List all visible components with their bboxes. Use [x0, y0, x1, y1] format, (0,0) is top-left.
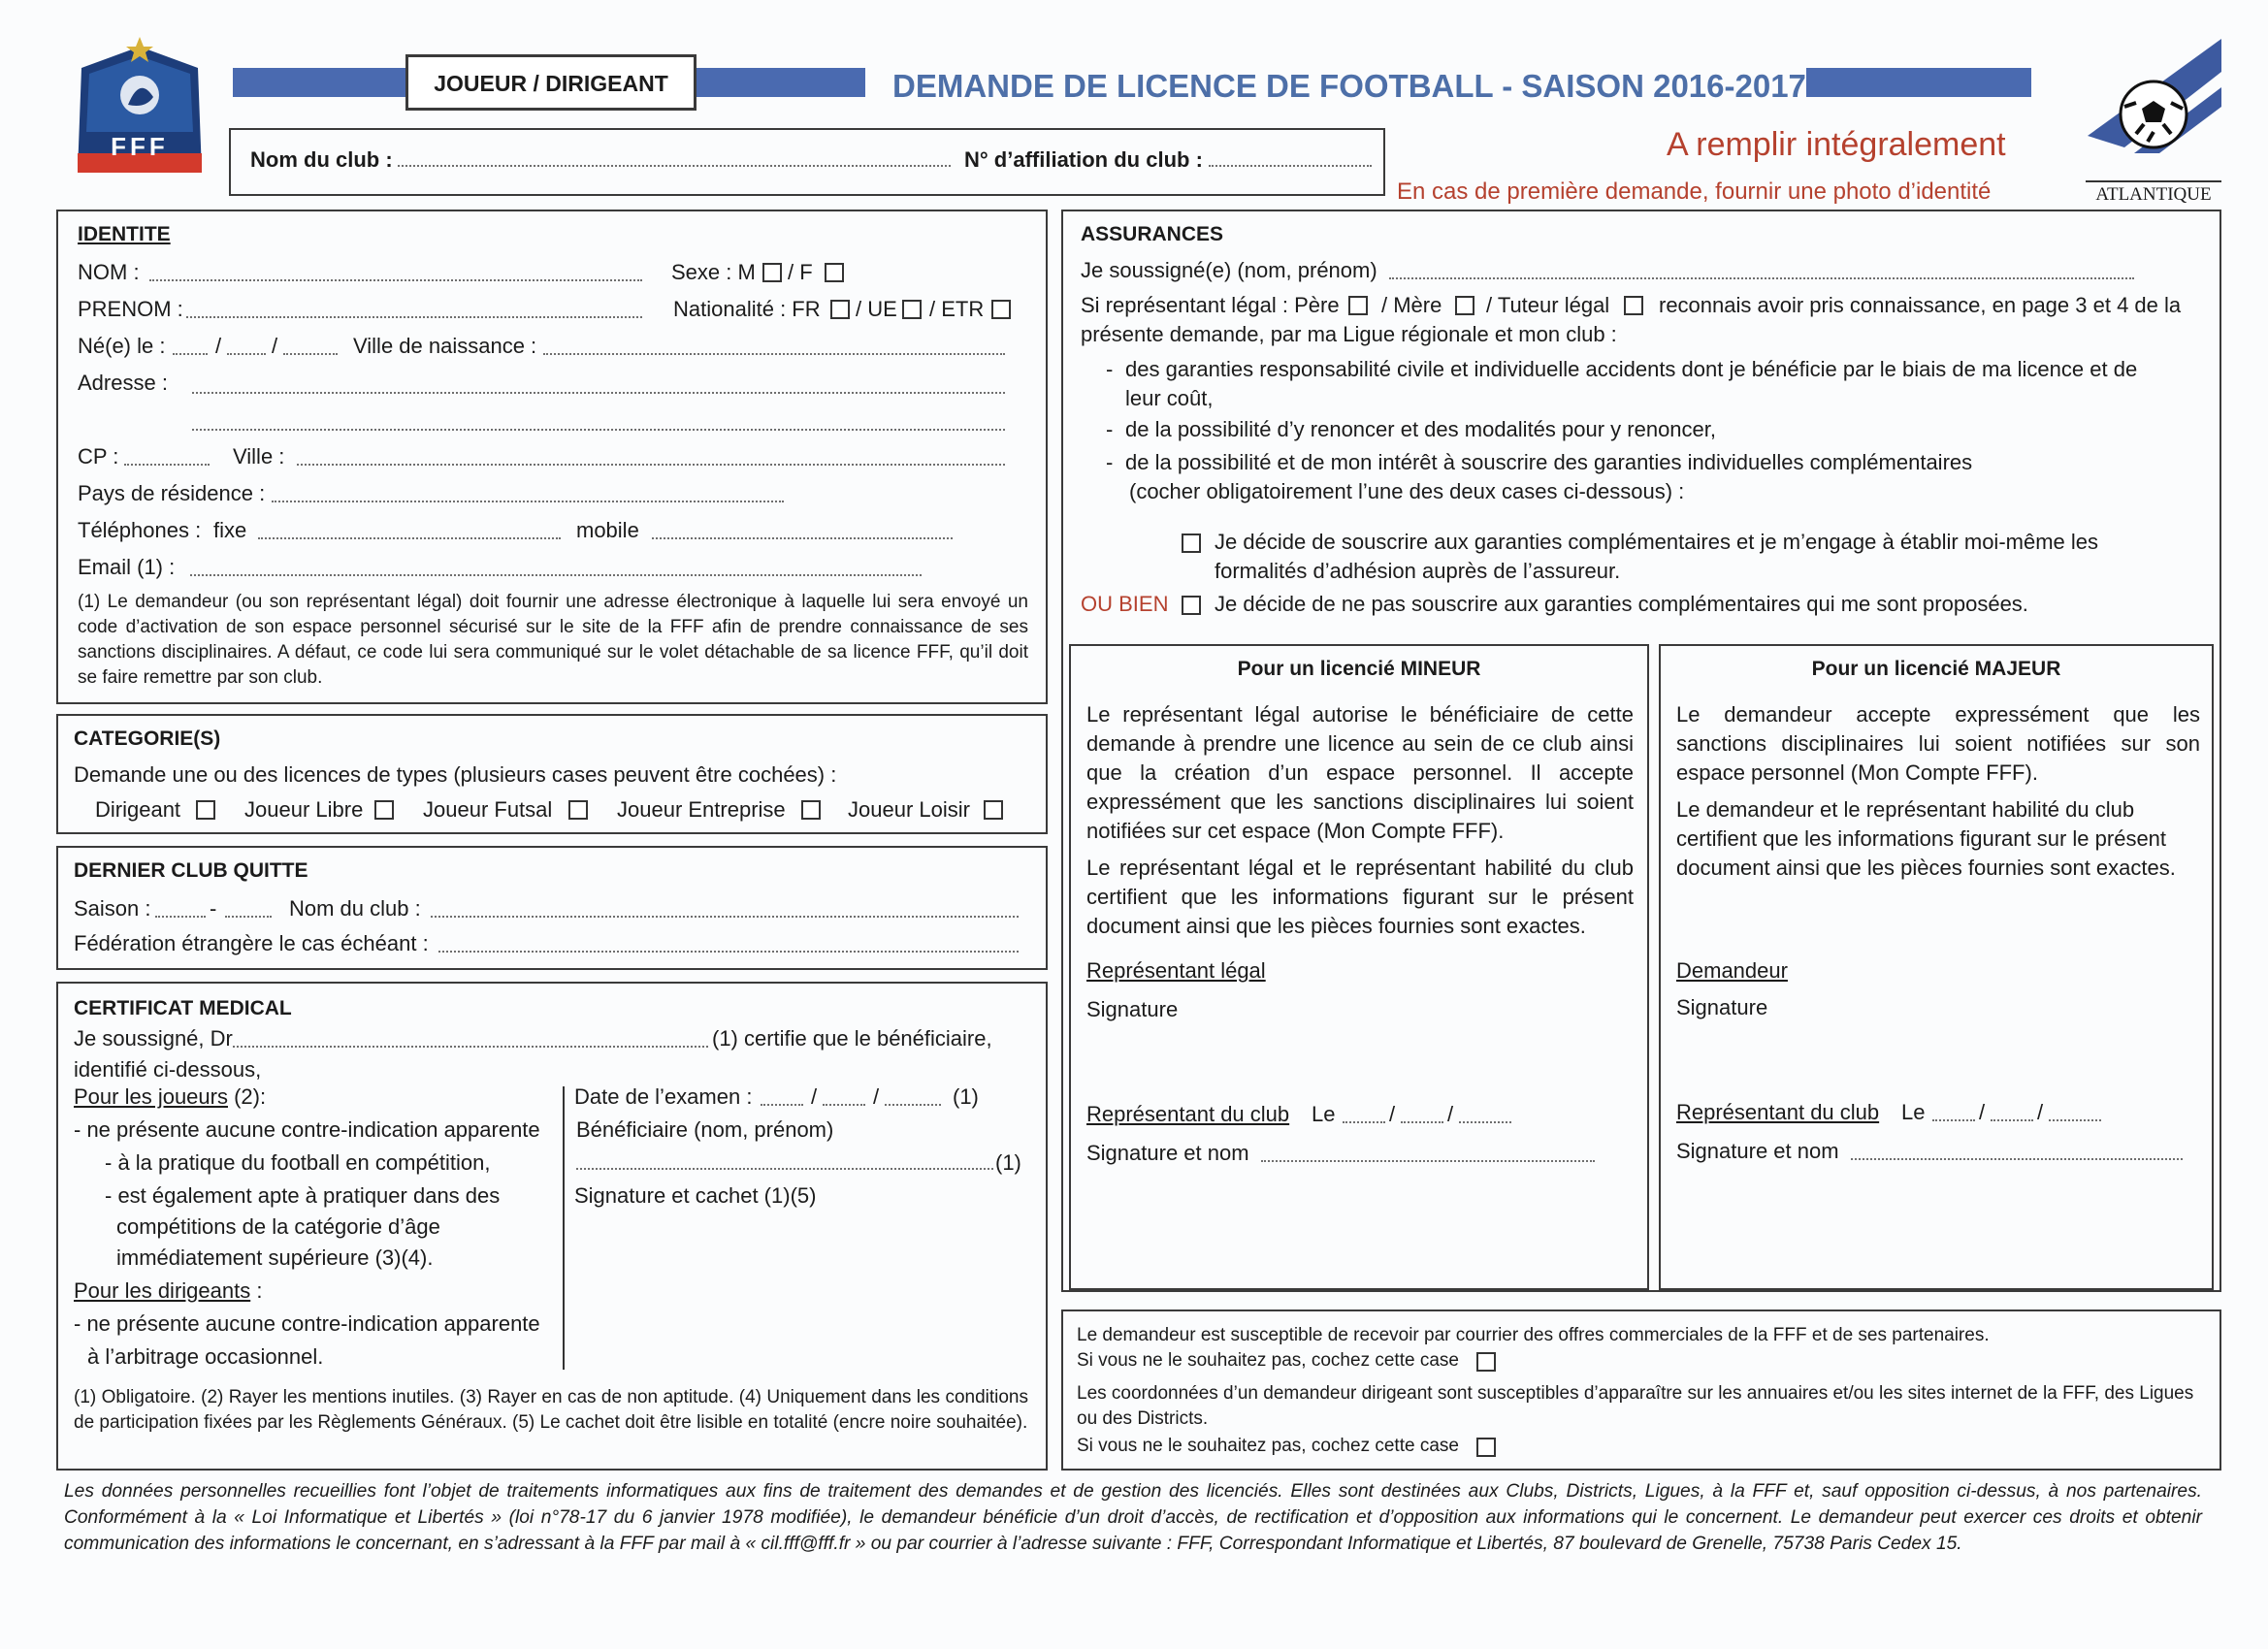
adresse-field-2[interactable]	[192, 415, 1005, 431]
majeur-p2: Le demandeur et le représentant habilité du club certifient que les informations figurant sur le présent document ainsi que les pièces fournies sont exactes.	[1676, 797, 2176, 880]
nat-fr-checkbox[interactable]	[830, 300, 850, 319]
page-title: DEMANDE DE LICENCE DE FOOTBALL - SAISON 2016-2017	[892, 68, 1806, 104]
majeur-panel: Pour un licencié MAJEUR Le demandeur accepte expressément que les sanctions disciplinaires lui soient notifiées sur son espace personnel (Mon Compte FFF). Le demandeur et le représentant habilité du club certifient que les informations figurant sur le présent document ainsi que les pièces fournies sont exactes. Demandeur Signature Représentant du club Le / / Signature et nom	[1659, 644, 2214, 1290]
adresse-label: Adresse :	[78, 371, 168, 395]
sexe-m-checkbox[interactable]	[762, 263, 782, 282]
club-info-box	[229, 128, 1385, 196]
sexe-label: Sexe : M	[671, 260, 756, 284]
nom-field[interactable]	[149, 266, 642, 281]
header-bar-right	[1806, 68, 2031, 97]
majeur-rep-club-label: Représentant du club	[1676, 1100, 1880, 1124]
nationalite-label: Nationalité : FR	[673, 297, 821, 321]
club-name-field[interactable]	[398, 151, 951, 167]
fixe-label: fixe	[213, 518, 247, 542]
footer-privacy-notice: Les données personnelles recueillies font l’objet de traitements informatiques aux fins de traitement des demandes et de gestion des licenciés. Elles sont destinées aux Clubs, Districts, Ligues, à la FFF et, sauf opposition ci-dessus, à nos partenaires. Conformément à la « Loi Informatique et Libertés » (loi n°78-17 du 6 janvier 1978 modifiée), le demandeur bénéficie d’un droit d’accès, de rectification et d’opposition aux informations qui le concernent. Le demandeur peut exercer ces droits et obtenir communication des informations le concernant, en s’adressant à la FFF par mail à « cil.fff@fff.fr » ou par courrier à l’adresse suivante : FFF, Correspondant Informatique et Libertés, 87 boulevard de Grenelle, 75738 Paris Cedex 15.	[64, 1481, 2202, 1554]
ville-label: Ville :	[233, 444, 285, 469]
majeur-signature-label: Signature	[1676, 995, 1768, 1019]
cat-joueur-loisir-checkbox[interactable]	[984, 800, 1003, 820]
mineur-panel: Pour un licencié MINEUR Le représentant légal autorise le bénéficiaire de cette demande à prendre une licence au sein de ce club ainsi que la création d’un espace personnel. Il accepte expressément que les sanctions disciplinaires lui soient notifiées sur cet espace (Mon Compte FFF). Le représentant légal et le représentant habilité du club certifient que les informations figurant sur le présent document ainsi que les pièces fournies sont exactes. Représentant légal Signature Représentant du club Le / / Signature et nom	[1069, 644, 1649, 1290]
dernier-club-title: DERNIER CLUB QUITTE	[74, 859, 308, 882]
federation-label: Fédération étrangère le cas échéant :	[74, 931, 429, 955]
mineur-rep-legal-label: Représentant légal	[1086, 958, 1266, 983]
signature-cachet-label: Signature et cachet (1)(5)	[574, 1183, 817, 1208]
cat-dirigeant-checkbox[interactable]	[196, 800, 215, 820]
nom-label: NOM :	[78, 260, 140, 284]
saison-end-field[interactable]	[225, 902, 272, 918]
mere-checkbox[interactable]	[1455, 296, 1474, 315]
date-examen-label: Date de l’examen :	[574, 1084, 753, 1109]
date-examen-day-field[interactable]	[761, 1090, 803, 1106]
dernier-club-nom-label: Nom du club :	[289, 896, 421, 921]
league-logo-text: ATLANTIQUE	[2086, 180, 2221, 206]
photo-notice: En cas de première demande, fournir une photo d’identité	[1397, 178, 1992, 205]
nat-etr-label: / ETR	[929, 297, 985, 321]
categories-section	[56, 714, 1048, 834]
majeur-demandeur-label: Demandeur	[1676, 958, 1788, 983]
ville-naissance-field[interactable]	[543, 340, 1005, 355]
birth-year-field[interactable]	[283, 340, 338, 355]
categories-prompt: Demande une ou des licences de types (plusieurs cases peuvent être cochées) :	[74, 762, 837, 787]
certificat-section: CERTIFICAT MEDICAL Je soussigné, Dr (1) certifie que le bénéficiaire, identifié ci-dessous, Pour les joueurs (2): - ne présente aucune contre-indication apparente - à la pratique du football en compétition, - est également apte à pratiquer dans des compétitions de la catégorie d’âge immédiatement supérieure (3)(4). Pour les dirigeants : - ne présente aucune contre-indication apparente à l’arbitrage occasionnel. Date de l’examen : / / (1) Bénéficiaire (nom, prénom) (1) Signature et cachet (1)(5) (1) Obligatoire. (2) Rayer les mentions inutiles. (3) Rayer en cas de non aptitude. (4) Uniquement dans les conditions de participation fixées par les Règlements Généraux. (5) Le cachet doit être lisible en totalité (encre noire souhaitée).	[56, 982, 1048, 1471]
federation-field[interactable]	[438, 937, 1019, 953]
fill-notice: A remplir intégralement	[1667, 126, 2006, 163]
tuteur-checkbox[interactable]	[1624, 296, 1643, 315]
certificat-divider	[563, 1086, 565, 1370]
cat-joueur-futsal-checkbox[interactable]	[568, 800, 588, 820]
club-name-label: Nom du club :	[250, 147, 393, 172]
dernier-club-nom-field[interactable]	[431, 902, 1019, 918]
assurances-section: ASSURANCES Je soussigné(e) (nom, prénom) Si représentant légal : Père / Mère / Tuteur légal reconnais avoir pris connaissance, en page 3 et 4 de la présente demande, par ma Ligue régionale et mon club : - des garanties responsabilité civile et individuelle accidents dont je bénéficie par le biais de ma licence et de leur coût, - de la possibilité d’y renoncer et des modalités pour y renoncer, - de la possibilité et de mon intérêt à souscrire des garanties individuelles complémentaires (cocher obligatoirement l’une des deux cases ci-dessous) : Je décide de souscrire aux garanties complémentaires et je m’engage à établir moi-même les formalités d’adhésion auprès de l’assureur. OU BIEN Je décide de ne pas souscrire aux garanties complémentaires qui me sont proposées.	[1061, 210, 2221, 1292]
logo-text: FFF	[111, 132, 169, 161]
annuaires-checkbox[interactable]	[1476, 1438, 1496, 1457]
majeur-date-month[interactable]	[1991, 1106, 2033, 1121]
majeur-sig-nom-label: Signature et nom	[1676, 1139, 1839, 1163]
nat-etr-checkbox[interactable]	[991, 300, 1011, 319]
souscrire-checkbox[interactable]	[1182, 534, 1201, 553]
cat-joueur-libre-label: Joueur Libre	[244, 797, 364, 822]
prenom-field[interactable]	[186, 303, 642, 318]
doctor-name-field[interactable]	[233, 1032, 708, 1048]
offres-section: Le demandeur est susceptible de recevoir par courrier des offres commerciales de la FFF et de ses partenaires. Si vous ne le souhaitez pas, cochez cette case Les coordonnées d’un demandeur dirigeant sont susceptibles d’apparaître sur les annuaires et/ou les sites internet de la FFF, des Ligues ou des Districts. Si vous ne le souhaitez pas, cochez cette case	[1061, 1310, 2221, 1471]
majeur-sig-nom-field[interactable]	[1851, 1145, 2183, 1160]
cat-joueur-libre-checkbox[interactable]	[374, 800, 394, 820]
soussigne-field[interactable]	[1389, 264, 2134, 279]
ne-le-label: Né(e) le :	[78, 334, 166, 358]
email-note: (1) Le demandeur (ou son représentant légal) doit fournir une adresse électronique à laquelle lui sera envoyé un code d’activation de son espace personnel sécurisé sur le site de la FFF afin de prendre connaissance de ses sanctions disciplinaires. A défaut, ce code lui sera communiqué sur le volet détachable de sa licence FFF, qu’il doit se faire remettre par son club.	[78, 592, 1028, 688]
beneficiaire-label: Bénéficiaire (nom, prénom)	[576, 1117, 834, 1142]
mineur-date-day[interactable]	[1343, 1108, 1385, 1123]
mineur-sig-nom-label: Signature et nom	[1086, 1141, 1249, 1165]
pour-les-joueurs-label: Pour les joueurs	[74, 1084, 228, 1109]
mineur-rep-club-label: Représentant du club	[1086, 1102, 1290, 1126]
affiliation-field[interactable]	[1209, 151, 1372, 167]
cp-label: CP :	[78, 444, 119, 469]
identite-title: IDENTITE	[78, 223, 171, 245]
pays-field[interactable]	[272, 487, 784, 502]
beneficiaire-field[interactable]	[576, 1154, 993, 1170]
form-type-badge: JOUEUR / DIRIGEANT	[405, 54, 697, 111]
email-label: Email (1) :	[78, 555, 176, 579]
assurances-title: ASSURANCES	[1081, 223, 1224, 245]
saison-label: Saison :	[74, 896, 151, 921]
sexe-f-checkbox[interactable]	[825, 263, 844, 282]
ville-naissance-label: Ville de naissance :	[353, 334, 537, 358]
affiliation-label: N° d’affiliation du club :	[964, 147, 1203, 172]
date-examen-year-field[interactable]	[885, 1090, 941, 1106]
ville-field[interactable]	[297, 450, 1005, 466]
nat-ue-label: / UE	[856, 297, 897, 321]
email-field[interactable]	[190, 561, 922, 576]
cp-field[interactable]	[124, 450, 210, 466]
mineur-p2: Le représentant légal et le représentant habilité du club certifient que les informations figurant sur le présent document ainsi que les pièces fournies sont exactes.	[1086, 856, 1634, 938]
mineur-signature-label: Signature	[1086, 997, 1179, 1021]
mineur-title: Pour un licencié MINEUR	[1237, 658, 1481, 680]
categories-title: CATEGORIE(S)	[74, 728, 221, 750]
majeur-p1: Le demandeur accepte expressément que les sanctions disciplinaires lui soient notifiées sur son espace personnel (Mon Compte FFF).	[1676, 702, 2200, 785]
mineur-date-month[interactable]	[1401, 1108, 1443, 1123]
prenom-label: PRENOM :	[78, 297, 183, 321]
league-logo	[2086, 39, 2221, 204]
certificat-title: CERTIFICAT MEDICAL	[74, 997, 292, 1019]
soussigne-label: Je soussigné(e) (nom, prénom)	[1081, 258, 1377, 282]
rep-legal-label: Si représentant légal : Père	[1081, 293, 1340, 317]
tel-mobile-field[interactable]	[652, 524, 953, 539]
mineur-p1: Le représentant légal autorise le bénéficiaire de cette demande à prendre une licence au sein de ce club ainsi que la création d’un espace personnel. Il accepte expressément que les sanctions disciplinaires lui soient notifiées sur cet espace (Mon Compte FFF).	[1086, 702, 1634, 843]
majeur-date-year[interactable]	[2049, 1106, 2101, 1121]
certificat-footnote: (1) Obligatoire. (2) Rayer les mentions inutiles. (3) Rayer en cas de non aptitude. (4) Uniquement dans les conditions de participation fixées par les Règlements Généraux. (5) Le cachet doit être lisible en totalité (encre noire souhaitée).	[74, 1387, 1028, 1433]
pere-checkbox[interactable]	[1348, 296, 1368, 315]
pour-les-dirigeants-label: Pour les dirigeants	[74, 1278, 251, 1303]
date-examen-month-field[interactable]	[823, 1090, 865, 1106]
header-bar-mid	[697, 68, 865, 97]
header-bar-left	[233, 68, 405, 97]
majeur-title: Pour un licencié MAJEUR	[1811, 658, 2061, 680]
cat-dirigeant-label: Dirigeant	[95, 797, 181, 822]
saison-start-field[interactable]	[155, 902, 206, 918]
cat-joueur-entreprise-label: Joueur Entreprise	[617, 797, 786, 822]
cat-joueur-entreprise-checkbox[interactable]	[801, 800, 821, 820]
adresse-field-1[interactable]	[192, 378, 1005, 394]
ou-bien-label: OU BIEN	[1081, 592, 1169, 616]
cat-joueur-futsal-label: Joueur Futsal	[423, 797, 553, 822]
majeur-date-day[interactable]	[1932, 1106, 1975, 1121]
offres-commerciales-checkbox[interactable]	[1476, 1352, 1496, 1372]
mineur-date-year[interactable]	[1459, 1108, 1511, 1123]
mineur-sig-nom-field[interactable]	[1261, 1147, 1595, 1162]
certificat-dr-label: Je soussigné, Dr	[74, 1026, 233, 1051]
tel-fixe-field[interactable]	[258, 524, 561, 539]
fff-logo	[70, 37, 210, 182]
ne-pas-souscrire-checkbox[interactable]	[1182, 596, 1201, 615]
identite-section: IDENTITE NOM : Sexe : M / F PRENOM : Nationalité : FR / UE / ETR Né(e) le : / / Ville de naissance : Adresse : CP : Ville : Pays de résidence : Téléphones : fixe mobile Email (1) : (1) Le demandeur (ou son représentant légal) doit fournir une adresse électronique à laquelle lui sera envoyé un code d’activation de son espace personnel sécurisé sur le site de la FFF afin de prendre connaissance de ses sanctions disciplinaires. A défaut, ce code lui sera communiqué sur le volet détachable de sa licence FFF, qu’il doit se faire remettre par son club.	[56, 210, 1048, 704]
dernier-club-section: DERNIER CLUB QUITTE Saison : - Nom du club : Fédération étrangère le cas échéant :	[56, 846, 1048, 970]
cat-joueur-loisir-label: Joueur Loisir	[848, 797, 970, 822]
telephones-label: Téléphones :	[78, 518, 202, 542]
sexe-f-label: / F	[788, 260, 813, 284]
pays-label: Pays de résidence :	[78, 481, 266, 505]
nat-ue-checkbox[interactable]	[902, 300, 922, 319]
birth-day-field[interactable]	[173, 340, 208, 355]
mobile-label: mobile	[576, 518, 639, 542]
birth-month-field[interactable]	[227, 340, 266, 355]
